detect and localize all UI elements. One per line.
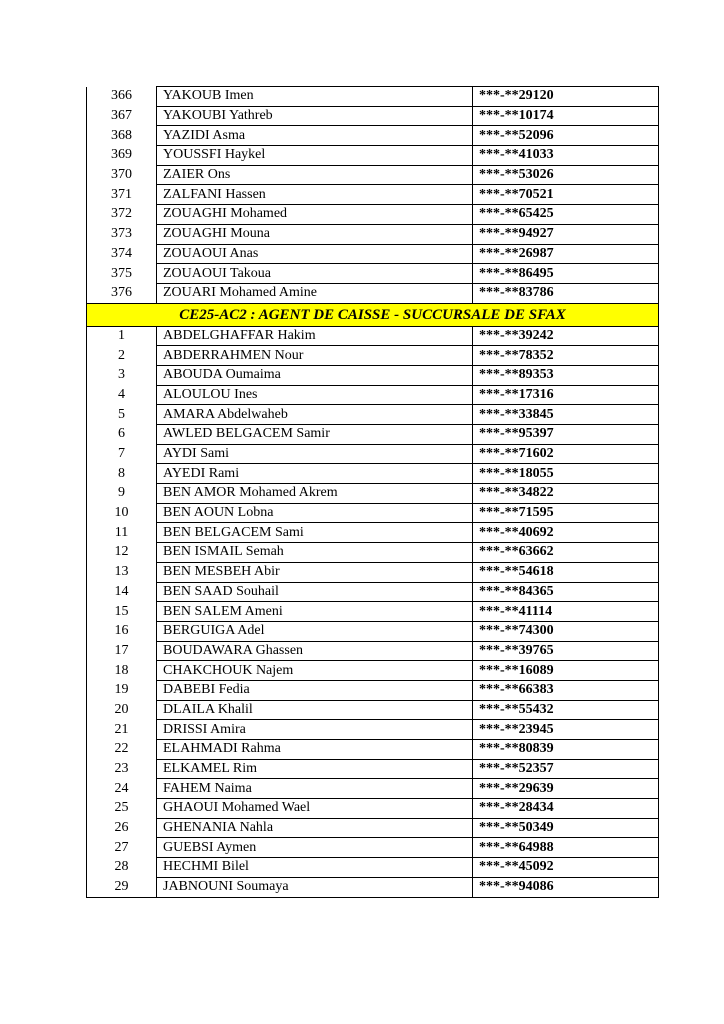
- candidate-id-code: ***-**16089: [473, 661, 659, 681]
- candidate-name: ZAIER Ons: [157, 165, 473, 185]
- row-number: 24: [87, 779, 157, 799]
- row-number: 5: [87, 405, 157, 425]
- table-row: [87, 444, 659, 464]
- row-number: 13: [87, 562, 157, 582]
- candidate-name: BERGUIGA Adel: [157, 621, 473, 641]
- table-row: [87, 165, 659, 185]
- row-number: 26: [87, 818, 157, 838]
- table-row: [87, 126, 659, 146]
- candidate-name: BEN AOUN Lobna: [157, 503, 473, 523]
- table-row: [87, 838, 659, 858]
- table-row: [87, 740, 659, 760]
- candidate-name: JABNOUNI Soumaya: [157, 877, 473, 897]
- table-row: [87, 425, 659, 445]
- candidate-name: YOUSSFI Haykel: [157, 146, 473, 166]
- candidate-id-code: ***-**28434: [473, 799, 659, 819]
- table-row: [87, 641, 659, 661]
- candidate-name: DABEBI Fedia: [157, 680, 473, 700]
- row-number: 367: [87, 106, 157, 126]
- row-number: 375: [87, 264, 157, 284]
- candidate-name: ZOUAOUI Takoua: [157, 264, 473, 284]
- candidate-name: ALOULOU Ines: [157, 385, 473, 405]
- candidate-name: DLAILA Khalil: [157, 700, 473, 720]
- table-row: [87, 464, 659, 484]
- table-row: [87, 205, 659, 225]
- candidate-id-code: ***-**52357: [473, 759, 659, 779]
- table-row: [87, 87, 659, 107]
- candidate-name: BEN SALEM Ameni: [157, 602, 473, 622]
- candidate-name: ELKAMEL Rim: [157, 759, 473, 779]
- row-number: 369: [87, 146, 157, 166]
- rows-before-body: [87, 87, 659, 304]
- candidate-list-table: [86, 86, 659, 898]
- row-number: 376: [87, 283, 157, 303]
- table-row: [87, 720, 659, 740]
- candidate-name: AWLED BELGACEM Samir: [157, 425, 473, 445]
- table-row: [87, 503, 659, 523]
- row-number: 8: [87, 464, 157, 484]
- candidate-name: BEN SAAD Souhail: [157, 582, 473, 602]
- candidate-id-code: ***-**78352: [473, 346, 659, 366]
- candidate-id-code: ***-**39765: [473, 641, 659, 661]
- candidate-id-code: ***-**94086: [473, 877, 659, 897]
- candidate-id-code: ***-**66383: [473, 680, 659, 700]
- row-number: 27: [87, 838, 157, 858]
- table-row: [87, 484, 659, 504]
- table-row: [87, 759, 659, 779]
- candidate-name: ZOUARI Mohamed Amine: [157, 283, 473, 303]
- table-row: [87, 562, 659, 582]
- row-number: 16: [87, 621, 157, 641]
- table-row: [87, 582, 659, 602]
- candidate-name: ZALFANI Hassen: [157, 185, 473, 205]
- candidate-name: BEN BELGACEM Sami: [157, 523, 473, 543]
- row-number: 371: [87, 185, 157, 205]
- table-row: [87, 283, 659, 303]
- candidate-name: GHENANIA Nahla: [157, 818, 473, 838]
- candidate-name: AYDI Sami: [157, 444, 473, 464]
- candidate-id-code: ***-**71602: [473, 444, 659, 464]
- table-row: [87, 326, 659, 346]
- row-number: 10: [87, 503, 157, 523]
- table-row: [87, 264, 659, 284]
- row-number: 1: [87, 326, 157, 346]
- row-number: 3: [87, 365, 157, 385]
- row-number: 19: [87, 680, 157, 700]
- table-row: [87, 621, 659, 641]
- row-number: 29: [87, 877, 157, 897]
- row-number: 6: [87, 425, 157, 445]
- row-number: 373: [87, 224, 157, 244]
- rows-after-body: [87, 326, 659, 897]
- table-row: [87, 146, 659, 166]
- table-row: [87, 523, 659, 543]
- candidate-id-code: ***-**17316: [473, 385, 659, 405]
- candidate-name: DRISSI Amira: [157, 720, 473, 740]
- table-row: [87, 680, 659, 700]
- row-number: 9: [87, 484, 157, 504]
- candidate-id-code: ***-**83786: [473, 283, 659, 303]
- table-row: [87, 385, 659, 405]
- row-number: 18: [87, 661, 157, 681]
- table-row: [87, 365, 659, 385]
- row-number: 2: [87, 346, 157, 366]
- row-number: 374: [87, 244, 157, 264]
- candidate-id-code: ***-**94927: [473, 224, 659, 244]
- candidate-name: ZOUAGHI Mouna: [157, 224, 473, 244]
- candidate-id-code: ***-**89353: [473, 365, 659, 385]
- candidate-name: AMARA Abdelwaheb: [157, 405, 473, 425]
- candidate-name: YAKOUBI Yathreb: [157, 106, 473, 126]
- candidate-id-code: ***-**29120: [473, 87, 659, 107]
- table-row: [87, 405, 659, 425]
- candidate-id-code: ***-**95397: [473, 425, 659, 445]
- candidate-name: AYEDI Rami: [157, 464, 473, 484]
- table-row: [87, 346, 659, 366]
- candidate-name: GHAOUI Mohamed Wael: [157, 799, 473, 819]
- candidate-id-code: ***-**74300: [473, 621, 659, 641]
- candidate-id-code: ***-**63662: [473, 543, 659, 563]
- candidate-name: ABOUDA Oumaima: [157, 365, 473, 385]
- candidate-id-code: ***-**64988: [473, 838, 659, 858]
- table-row: [87, 244, 659, 264]
- candidate-name: FAHEM Naima: [157, 779, 473, 799]
- row-number: 372: [87, 205, 157, 225]
- row-number: 370: [87, 165, 157, 185]
- candidate-name: BEN ISMAIL Semah: [157, 543, 473, 563]
- candidate-id-code: ***-**84365: [473, 582, 659, 602]
- row-number: 25: [87, 799, 157, 819]
- candidate-id-code: ***-**80839: [473, 740, 659, 760]
- candidate-name: ZOUAOUI Anas: [157, 244, 473, 264]
- candidate-id-code: ***-**52096: [473, 126, 659, 146]
- table-row: [87, 818, 659, 838]
- candidate-id-code: ***-**41114: [473, 602, 659, 622]
- row-number: 4: [87, 385, 157, 405]
- candidate-id-code: ***-**50349: [473, 818, 659, 838]
- table-row: [87, 661, 659, 681]
- row-number: 21: [87, 720, 157, 740]
- candidate-name: BEN AMOR Mohamed Akrem: [157, 484, 473, 504]
- row-number: 11: [87, 523, 157, 543]
- candidate-id-code: ***-**40692: [473, 523, 659, 543]
- candidate-name: ELAHMADI Rahma: [157, 740, 473, 760]
- candidate-name: GUEBSI Aymen: [157, 838, 473, 858]
- candidate-id-code: ***-**71595: [473, 503, 659, 523]
- row-number: 22: [87, 740, 157, 760]
- candidate-id-code: ***-**18055: [473, 464, 659, 484]
- table-row: [87, 877, 659, 897]
- candidate-id-code: ***-**33845: [473, 405, 659, 425]
- candidate-id-code: ***-**26987: [473, 244, 659, 264]
- row-number: 15: [87, 602, 157, 622]
- table-row: [87, 543, 659, 563]
- candidate-id-code: ***-**53026: [473, 165, 659, 185]
- row-number: 366: [87, 87, 157, 107]
- row-number: 14: [87, 582, 157, 602]
- candidate-name: YAZIDI Asma: [157, 126, 473, 146]
- candidate-id-code: ***-**86495: [473, 264, 659, 284]
- section-title: CE25-AC2 : AGENT DE CAISSE - SUCCURSALE DE SFAX: [87, 303, 659, 326]
- candidate-name: HECHMI Bilel: [157, 858, 473, 878]
- candidate-name: CHAKCHOUK Najem: [157, 661, 473, 681]
- candidate-id-code: ***-**41033: [473, 146, 659, 166]
- candidate-id-code: ***-**65425: [473, 205, 659, 225]
- candidate-name: BEN MESBEH Abir: [157, 562, 473, 582]
- candidate-id-code: ***-**39242: [473, 326, 659, 346]
- table-row: [87, 224, 659, 244]
- row-number: 368: [87, 126, 157, 146]
- row-number: 12: [87, 543, 157, 563]
- row-number: 28: [87, 858, 157, 878]
- row-number: 20: [87, 700, 157, 720]
- candidate-name: YAKOUB Imen: [157, 87, 473, 107]
- row-number: 7: [87, 444, 157, 464]
- candidate-name: ABDERRAHMEN Nour: [157, 346, 473, 366]
- row-number: 23: [87, 759, 157, 779]
- candidate-id-code: ***-**10174: [473, 106, 659, 126]
- candidate-id-code: ***-**29639: [473, 779, 659, 799]
- section-header-row: [87, 303, 659, 326]
- candidate-id-code: ***-**70521: [473, 185, 659, 205]
- candidate-id-code: ***-**23945: [473, 720, 659, 740]
- candidate-name: BOUDAWARA Ghassen: [157, 641, 473, 661]
- candidate-name: ABDELGHAFFAR Hakim: [157, 326, 473, 346]
- table-row: [87, 185, 659, 205]
- candidate-id-code: ***-**54618: [473, 562, 659, 582]
- table-row: [87, 602, 659, 622]
- section-header-body: [87, 303, 659, 326]
- candidate-id-code: ***-**55432: [473, 700, 659, 720]
- table-row: [87, 700, 659, 720]
- candidate-name: ZOUAGHI Mohamed: [157, 205, 473, 225]
- table-row: [87, 106, 659, 126]
- candidate-id-code: ***-**34822: [473, 484, 659, 504]
- table-row: [87, 799, 659, 819]
- table-row: [87, 858, 659, 878]
- row-number: 17: [87, 641, 157, 661]
- candidate-id-code: ***-**45092: [473, 858, 659, 878]
- table-row: [87, 779, 659, 799]
